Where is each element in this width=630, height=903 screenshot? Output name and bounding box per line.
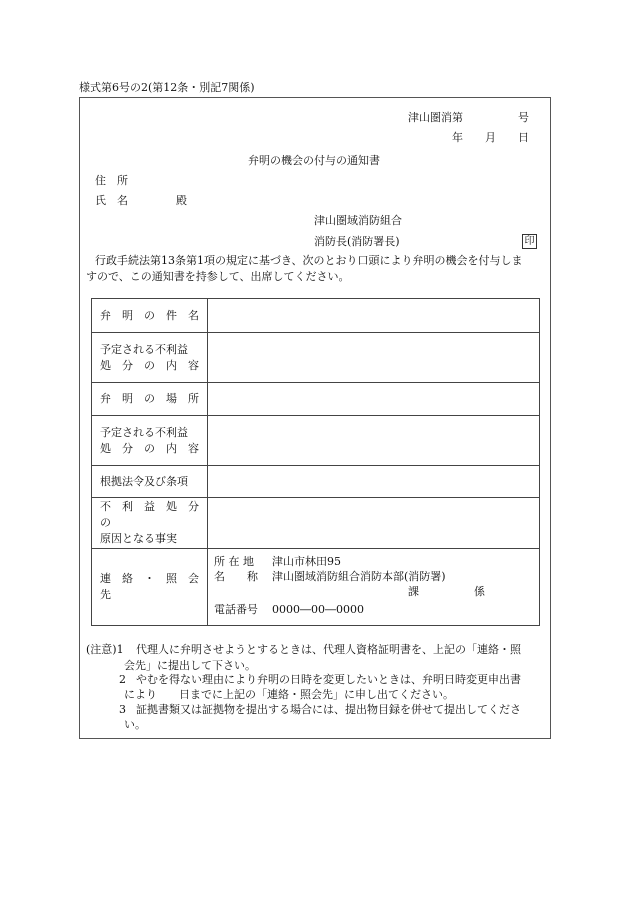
row-value [208, 383, 540, 416]
table-row [92, 383, 540, 416]
table-row [92, 299, 540, 333]
notes-prefix: (注意)1 [86, 643, 124, 656]
contact-row [92, 549, 540, 626]
table-row [92, 333, 540, 383]
intro-line-2: すので、この通知書を持参して、出席してください。 [86, 270, 350, 283]
row-value [208, 299, 540, 333]
note-1-line-1: 代理人に弁明させようとするときは、代理人資格証明書を、上記の「連絡・照 [136, 643, 521, 656]
org-name-value: 津山圏域消防組合消防本部(消防署) [272, 570, 446, 583]
org-name-label: 名 称 [214, 570, 258, 583]
note-2-number: 2 [119, 673, 126, 686]
row-value [208, 416, 540, 466]
issuer-number: 津山圏消第 号 [408, 111, 529, 124]
sender-position: 消防長(消防署長) [314, 235, 400, 248]
note-2-line-2: により 日までに上記の「連絡・照会先」に申し出てください。 [124, 688, 454, 701]
note-1-line-2: 会先」に提出して下さい。 [124, 659, 256, 672]
contact-details [208, 549, 540, 626]
row-value [208, 498, 540, 549]
note-2-line-1: やむを得ない理由により弁明の日時を変更したいときは、弁明日時変更申出書 [136, 673, 521, 686]
table-row [92, 498, 540, 549]
name-label: 氏 名 [95, 194, 128, 207]
issue-date: 年 月 日 [452, 131, 529, 144]
section: 課 係 [408, 585, 485, 598]
row-value [208, 333, 540, 383]
location-value: 津山市林田95 [272, 555, 341, 568]
row-value [208, 466, 540, 498]
note-3-number: 3 [119, 703, 126, 716]
form-id: 様式第6号の2(第12条・別記7関係) [79, 81, 255, 94]
row-label: 予定される不利益 処 分 の 内 容 [92, 333, 208, 383]
phone-label: 電話番号 [214, 603, 258, 616]
details-table [91, 298, 540, 626]
honorific: 殿 [176, 194, 187, 207]
location-label: 所 在 地 [214, 555, 254, 568]
note-3-line-1: 証拠書類又は証拠物を提出する場合には、提出物目録を併せて提出してくださ [136, 703, 521, 716]
row-label: 弁 明 の 場 所 [92, 383, 208, 416]
contact-label: 連 絡 ・ 照 会 先 [92, 549, 208, 626]
seal-mark: 印 [522, 234, 537, 249]
sender-org: 津山圏域消防組合 [314, 214, 402, 227]
document-title: 弁明の機会の付与の通知書 [248, 154, 380, 167]
note-3-line-2: い。 [124, 718, 146, 731]
intro-line-1: 行政手続法第13条第1項の規定に基づき、次のとおり口頭により弁明の機会を付与しま [95, 254, 523, 267]
row-label: 不 利 益 処 分 の 原因となる事実 [92, 498, 208, 549]
table-row [92, 416, 540, 466]
address-label: 住 所 [95, 174, 128, 187]
row-label: 根拠法令及び条項 [92, 466, 208, 498]
table-row [92, 466, 540, 498]
phone-value: 0000―00―0000 [272, 603, 364, 616]
row-label: 弁 明 の 件 名 [92, 299, 208, 333]
row-label: 予定される不利益 処 分 の 内 容 [92, 416, 208, 466]
